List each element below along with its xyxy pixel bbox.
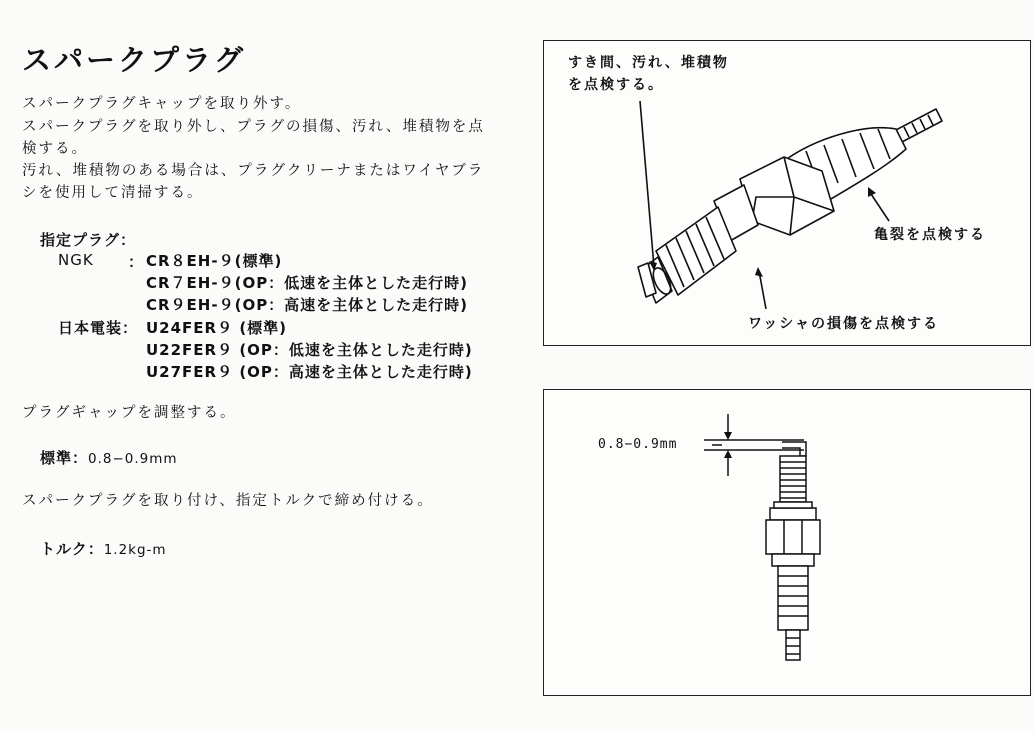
spark-plug-illustration	[544, 41, 1030, 345]
spec-heading: 指定プラグ：	[40, 231, 137, 249]
paragraph-remove-plug: スパークプラグを取り外し、プラグの損傷、汚れ、堆積物を点	[22, 119, 485, 135]
install-instruction: スパークプラグを取り付け、指定トルクで締め付ける。	[22, 493, 434, 509]
page-title: スパークプラグ	[22, 43, 247, 77]
spec-nd-item: U24FER９ (標準)	[146, 319, 288, 337]
torque-label: トルク：	[40, 540, 104, 558]
gap-label: 標準：	[40, 449, 89, 467]
gap-spec	[40, 447, 178, 468]
spec-ngk-label: NGK	[58, 251, 94, 269]
gap-value: 0.8−0.9mm	[88, 451, 178, 467]
spec-ngk-item: CR９EH-９(OP：高速を主体とした走行時)	[146, 296, 469, 314]
spec-ngk-colon: ：	[128, 253, 145, 271]
spec-ngk-item: CR７EH-９(OP：低速を主体とした走行時)	[146, 274, 469, 292]
gap-dimension-label: 0.8−0.9mm	[598, 437, 678, 452]
callout-washer: ワッシャの損傷を点検する	[748, 316, 940, 332]
figure-gap	[543, 389, 1031, 696]
spec-ngk-item: CR８EH-９(標準)	[146, 252, 283, 270]
gap-instruction: プラグギャップを調整する。	[22, 405, 237, 421]
spec-nd-item: U22FER９ (OP：低速を主体とした走行時)	[146, 341, 473, 359]
spark-plug-side-view	[544, 390, 1030, 695]
torque-value: 1.2kg-m	[103, 542, 167, 558]
callout-gap-dirt: すき間、汚れ、堆積物	[568, 55, 729, 71]
callout-gap-dirt-cont: を点検する。	[568, 77, 664, 93]
paragraph-inspect: 検する。	[22, 141, 88, 157]
paragraph-clean-cont: シを使用して清掃する。	[22, 185, 204, 201]
callout-crack: 亀裂を点検する	[874, 227, 986, 243]
torque-spec	[40, 538, 167, 559]
spec-nd-item: U27FER９ (OP：高速を主体とした走行時)	[146, 363, 473, 381]
paragraph-remove-cap: スパークプラグキャップを取り外す。	[22, 96, 302, 112]
spec-nd-label: 日本電装：	[58, 319, 139, 337]
paragraph-clean: 汚れ、堆積物のある場合は、プラグクリーナまたはワイヤブラ	[22, 163, 485, 179]
figure-inspection	[543, 40, 1031, 346]
